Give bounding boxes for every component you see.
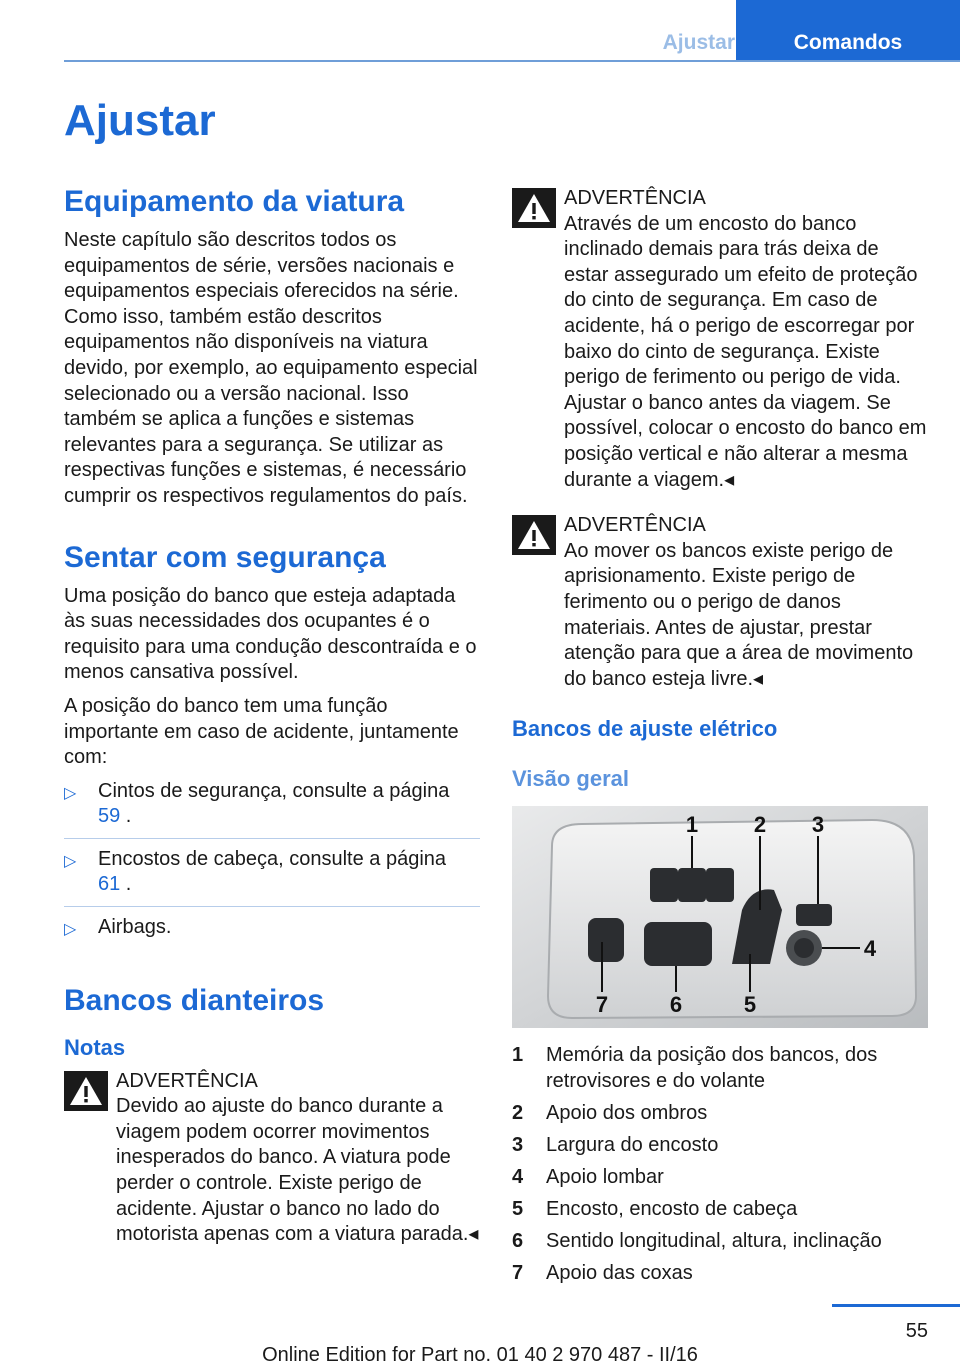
footer-rule xyxy=(832,1304,960,1307)
page-footer xyxy=(0,1300,960,1362)
legend-item: 2 Apoio dos ombros xyxy=(512,1101,708,1124)
callout-4: 4 xyxy=(863,936,877,962)
paragraph-sentar-1: Uma posição do banco que esteja adaptada às suas necessidades dos ocupantes é o requisito para uma condução descontraída e o menos cansativa possível. xyxy=(64,584,477,684)
page-number: 55 xyxy=(905,1320,928,1342)
callout-7: 7 xyxy=(595,992,609,1018)
list-item: ▷ Airbags. xyxy=(64,915,480,941)
legend-item: 5 Encosto, encosto de cabeça xyxy=(512,1197,798,1220)
page-link[interactable]: 61 xyxy=(98,873,121,896)
heading-bancos-eletrico: Bancos de ajuste elétrico xyxy=(512,716,778,742)
header-section-ajustar[interactable]: Ajustar xyxy=(662,31,735,54)
warning-block xyxy=(512,186,928,493)
bullet-list xyxy=(64,779,480,941)
warning-label: ADVERTÊNCIA xyxy=(116,1069,258,1092)
warning-text: Ao mover os bancos existe perigo de aprisionamento. Existe perigo de ferimento ou o perigo de danos materiais. Antes de ajustar, prestar atenção para que a área de movimento do banco esteja livre.◂ xyxy=(564,539,914,690)
warning-block xyxy=(512,513,928,692)
paragraph-sentar-2: A posição do banco tem uma função importante em caso de acidente, juntamente com: xyxy=(64,694,459,769)
heading-sentar: Sentar com segurança xyxy=(64,540,386,574)
warning-text: Através de um encosto do banco inclinado demais para trás deixa de estar assegurado um efeito de proteção do cinto de segurança. Em caso de acidente, há o perigo de escorregar por baixo do cinto de segurança. Existe perigo de ferimento ou perigo de vida. Ajustar o banco antes da viagem. Se possível, colocar o encosto do banco em posição vertical e não alterar a mesma durante a viagem.◂ xyxy=(564,212,927,491)
page-title: Ajustar xyxy=(64,96,216,145)
divider xyxy=(64,906,480,907)
callout-3: 3 xyxy=(811,812,825,838)
divider xyxy=(64,838,480,839)
callout-2: 2 xyxy=(753,812,767,838)
callout-6: 6 xyxy=(669,992,683,1018)
paragraph-equipamento: Neste capítulo são descritos todos os equipamentos de série, versões nacionais e equipamentos especiais oferecidos na série. Como isso, também estão descritos equipamentos não disponíveis na viatura devido, por exemplo, ao equipamento especial selecionado ou a versão nacional. Isso também se aplica a funções e sistemas relevantes para a segurança. Se utilizar as respectivas funções e sistemas, é necessário cumprir os respectivos regulamentos do país. xyxy=(64,229,478,507)
callout-1: 1 xyxy=(685,812,699,838)
legend-list xyxy=(512,1043,928,1286)
heading-visao-geral: Visão geral xyxy=(512,766,629,792)
triangle-bullet-icon: ▷ xyxy=(64,921,77,939)
legend-item: 7 Apoio das coxas xyxy=(512,1261,693,1284)
warning-block xyxy=(64,1069,480,1248)
legend-item: 1 Memória da posição dos bancos, dos retrovisores e do volante xyxy=(512,1044,878,1092)
right-column xyxy=(512,182,928,1293)
warning-triangle-icon xyxy=(64,1071,108,1111)
warning-triangle-icon xyxy=(512,515,556,555)
list-item: ▷ Cintos de segurança, consulte a página 59 . xyxy=(64,779,450,828)
page-header xyxy=(0,0,960,62)
warning-label: ADVERTÊNCIA xyxy=(564,514,706,537)
warning-label: ADVERTÊNCIA xyxy=(564,187,706,209)
list-item: ▷ Encostos de cabeça, consulte a página 61 . xyxy=(64,847,447,896)
warning-text: Devido ao ajuste do banco durante a viagem podem ocorrer movimentos inesperados do banco. A viatura pode perder o controle. Existe perigo de acidente. Ajustar o banco no lado do motorista apenas com a viatura parada.◂ xyxy=(116,1095,479,1246)
triangle-bullet-icon: ▷ xyxy=(64,852,77,870)
legend-item: 4 Apoio lombar xyxy=(512,1165,664,1188)
header-section-comandos[interactable]: Comandos xyxy=(736,0,960,62)
legend-item: 3 Largura do encosto xyxy=(512,1133,719,1156)
page-link[interactable]: 59 xyxy=(98,805,121,828)
seat-controls-photo xyxy=(512,806,928,1028)
legend-item: 6 Sentido longitudinal, altura, inclinação xyxy=(512,1229,882,1252)
header-rule xyxy=(64,60,960,62)
warning-triangle-icon xyxy=(512,188,556,228)
heading-equipamento: Equipamento da viatura xyxy=(64,185,405,218)
callout-5: 5 xyxy=(743,992,757,1018)
heading-bancos-dianteiros: Bancos dianteiros xyxy=(64,983,325,1017)
heading-notas: Notas xyxy=(64,1034,126,1060)
triangle-bullet-icon: ▷ xyxy=(64,784,77,802)
edition-note: Online Edition for Part no. 01 40 2 970 487 - II/16 xyxy=(262,1344,698,1362)
left-column xyxy=(64,182,480,1248)
